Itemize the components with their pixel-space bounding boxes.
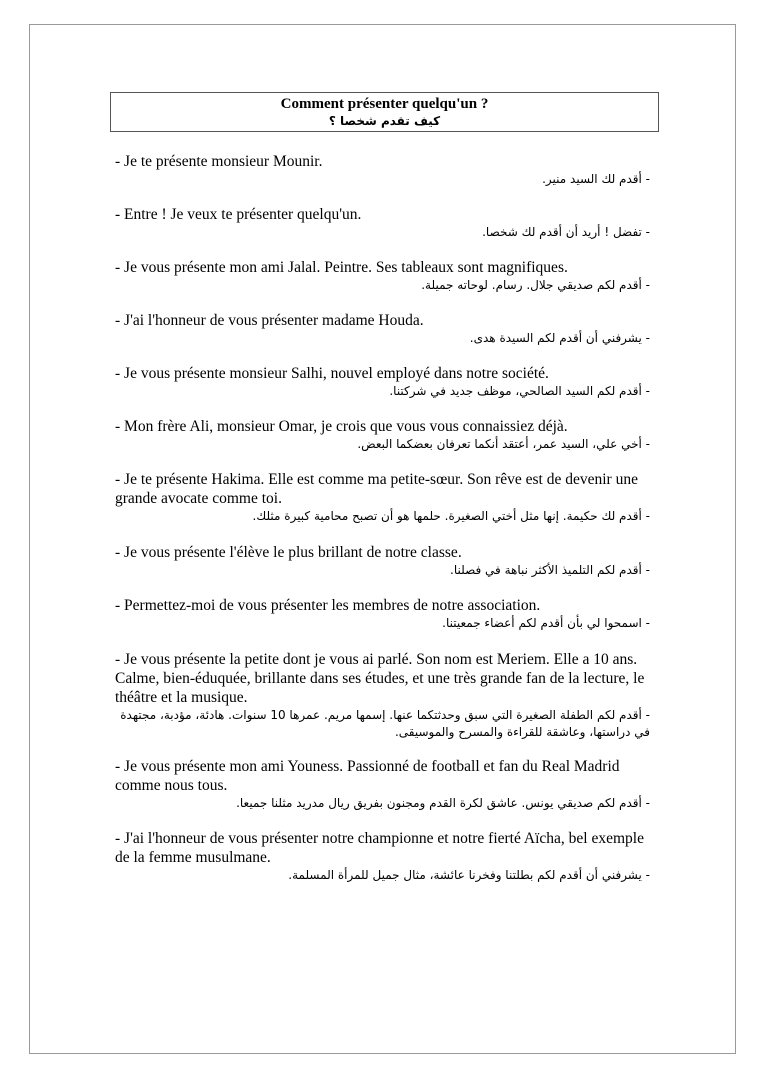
entry-arabic: - يشرفني أن أقدم لكم السيدة هدى.: [469, 331, 650, 345]
entry-3: [115, 258, 650, 294]
entry-9: [115, 596, 650, 632]
entry-arabic: - أقدم لكم صديقي يونس. عاشق لكرة القدم ومجنون بفريق ريال مدريد مثلنا جميعا.: [236, 796, 650, 810]
entry-french: - J'ai l'honneur de vous présenter madame Houda.: [115, 312, 424, 329]
entry-french: - Je te présente monsieur Mounir.: [115, 153, 323, 170]
entry-12: [115, 829, 650, 884]
title-arabic: كيف تقدم شخصا ؟: [328, 114, 441, 128]
entry-french: - Je vous présente l'élève le plus brillant de notre classe.: [115, 544, 462, 561]
entry-arabic: - أقدم لك حكيمة. إنها مثل أختي الصغيرة. حلمها هو أن تصبح محامية كبيرة مثلك.: [252, 509, 650, 523]
entry-1: [115, 152, 650, 188]
entry-arabic: - أخي علي، السيد عمر، أعتقد أنكما تعرفان بعضكما البعض.: [357, 437, 650, 451]
entry-french: - Je vous présente mon ami Jalal. Peintre. Ses tableaux sont magnifiques.: [115, 259, 568, 276]
entry-arabic: - أقدم لكم التلميذ الأكثر نباهة في فصلنا.: [450, 563, 650, 577]
entry-8: [115, 543, 650, 579]
entry-2: [115, 205, 650, 241]
entry-6: [115, 417, 650, 453]
entry-arabic: - اسمحوا لي بأن أقدم لكم أعضاء جمعيتنا.: [442, 616, 650, 630]
entry-french: - Je vous présente la petite dont je vous ai parlé. Son nom est Meriem. Elle a 10 ans. Calme, bien-éduquée, brillante dans ses études, et une très grande fan de la lecture, le théâtre et la musique.: [115, 651, 645, 706]
entry-french: - Je te présente Hakima. Elle est comme ma petite-sœur. Son rêve est de devenir une grande avocate comme toi.: [115, 471, 638, 507]
entry-5: [115, 364, 650, 400]
title-box: [110, 92, 659, 132]
entry-arabic: - تفضل ! أريد أن أقدم لك شخصا.: [482, 225, 650, 239]
entry-arabic: - أقدم لكم السيد الصالحي، موظف جديد في شركتنا.: [389, 384, 650, 398]
entry-7: [115, 470, 650, 525]
entry-french: - Je vous présente mon ami Youness. Passionné de football et fan du Real Madrid comme nous tous.: [115, 758, 620, 794]
entry-11: [115, 757, 650, 812]
entry-french: - Je vous présente monsieur Salhi, nouvel employé dans notre société.: [115, 365, 549, 382]
entry-10: [115, 650, 650, 741]
entry-arabic: - يشرفني أن أقدم لكم بطلتنا وفخرنا عائشة، مثال جميل للمرأة المسلمة.: [288, 868, 650, 882]
entry-arabic: - أقدم لكم صديقي جلال. رسام. لوحاته جميلة.: [421, 278, 650, 292]
entry-french: - Permettez-moi de vous présenter les membres de notre association.: [115, 597, 541, 614]
entry-french: - Mon frère Ali, monsieur Omar, je crois que vous vous connaissiez déjà.: [115, 418, 568, 435]
entry-arabic: - أقدم لك السيد منير.: [542, 172, 650, 186]
entry-arabic: - أقدم لكم الطفلة الصغيرة التي سبق وحدثتكما عنها. إسمها مريم. عمرها 10 سنوات. هادئة، مؤدبة، مجتهدة في دراستها، وعاشقة للقراءة والمسرح والموسيقى.: [120, 708, 650, 739]
entry-french: - Entre ! Je veux te présenter quelqu'un.: [115, 206, 362, 223]
entry-4: [115, 311, 650, 347]
entry-french: - J'ai l'honneur de vous présenter notre championne et notre fierté Aïcha, bel exemple de la femme musulmane.: [115, 830, 644, 866]
title-french: Comment présenter quelqu'un ?: [280, 96, 489, 112]
